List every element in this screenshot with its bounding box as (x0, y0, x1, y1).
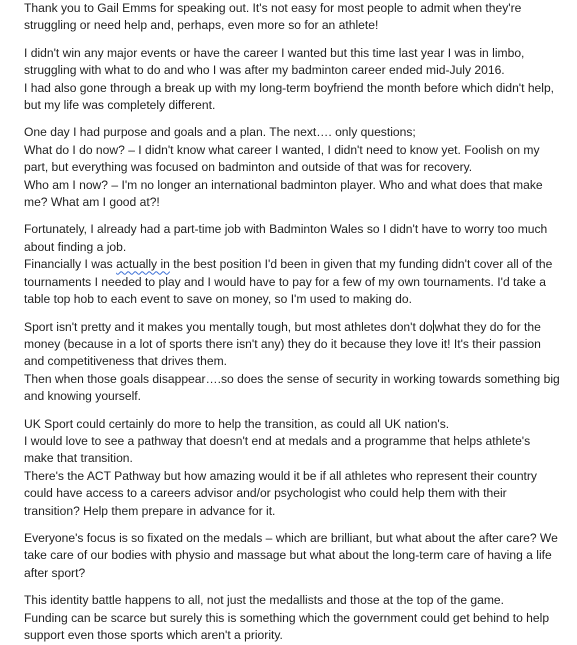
text-line: Who am I now? – I'm no longer an international badminton player. Who and what does that make (24, 177, 543, 192)
paragraph-career (24, 45, 567, 115)
paragraph-identity (24, 592, 567, 644)
paragraph-questions (24, 124, 567, 211)
text-line (24, 319, 567, 336)
paragraph-thanks (24, 0, 567, 35)
text-line: I didn't win any major events or have the career I wanted but this time last year I was in limbo, (24, 45, 525, 60)
text-line: support even those sports which aren't a priority. (24, 628, 283, 642)
text-line: This identity battle happens to all, not just the medallists and those at the top of the game. (24, 593, 505, 608)
paragraph-finances (24, 221, 567, 308)
text-line: Then when those goals disappear….so does the sense of security in working towards something big (24, 371, 560, 386)
text-line: could have access to a careers advisor and/or psychologist who could help them with their (24, 486, 507, 501)
text-segment: Sport isn't pretty and it makes you mentally tough, but most athletes don't do (24, 319, 433, 334)
paragraph-after-care (24, 530, 567, 582)
text-line: and knowing yourself. (24, 389, 141, 404)
text-line: Fortunately, I already had a part-time job with Badminton Wales so I didn't have to worry too much (24, 222, 548, 237)
text-line: and competitiveness that drives them. (24, 354, 228, 369)
paragraph-uk-sport (24, 416, 567, 520)
text-line: Thank you to Gail Emms for speaking out. It's not easy for most people to admit when they're (24, 1, 522, 15)
text-line: UK Sport could certainly do more to help the transition, as could all UK nation's. (24, 416, 450, 431)
text-line: struggling or need help and, perhaps, even more so for an athlete! (24, 18, 379, 33)
text-line: me? What am I good at?! (24, 195, 160, 210)
grammar-flag[interactable]: actually in (116, 257, 170, 272)
text-line: take care of our bodies with physio and massage but what about the long-term care of having a life (24, 548, 552, 563)
text-line: There's the ACT Pathway but how amazing would it be if all athletes who represent their country (24, 468, 537, 483)
text-line: Everyone's focus is so fixated on the medals – which are brilliant, but what about the after care? We (24, 530, 558, 545)
text-line (24, 256, 567, 273)
text-line: after sport? (24, 565, 86, 580)
text-line: I would love to see a pathway that doesn't end at medals and a programme that helps athlete's (24, 433, 531, 448)
text-line: about finding a job. (24, 239, 127, 254)
text-line: One day I had purpose and goals and a plan. The next…. only questions; (24, 125, 416, 140)
text-line: part, but everything was focused on badminton and outside of that was for recovery. (24, 160, 473, 175)
text-line: but my life was completely different. (24, 98, 216, 113)
paragraph-sport (24, 319, 567, 406)
text-segment: what they do for the (434, 319, 541, 334)
text-line: What do I do now? – I didn't know what career I wanted, I didn't need to know yet. Foolish on my (24, 142, 540, 157)
text-line: Funding can be scarce but surely this is something which the government could get behind to help (24, 610, 550, 625)
text-line: transition? Help them prepare in advance for it. (24, 503, 276, 518)
text-line: money (because in a lot of sports there isn't any) they do it because they love it! It's their passion (24, 336, 541, 351)
text-line: tournaments I needed to play and I would have to pay for a few of my own tournaments. I'd take a (24, 274, 546, 289)
text-line: make that transition. (24, 451, 133, 466)
text-line: I had also gone through a break up with my long-term boyfriend the month before which didn't help, (24, 80, 555, 95)
text-line: struggling with what to do and who I was after my badminton career ended mid-July 2016. (24, 63, 505, 78)
text-line: table top hob to each event to save on money, so I'm used to making do. (24, 292, 412, 307)
text-segment: the best position I'd been in given that my funding didn't cover all of the (169, 257, 553, 272)
text-segment: Financially I was (24, 257, 117, 272)
